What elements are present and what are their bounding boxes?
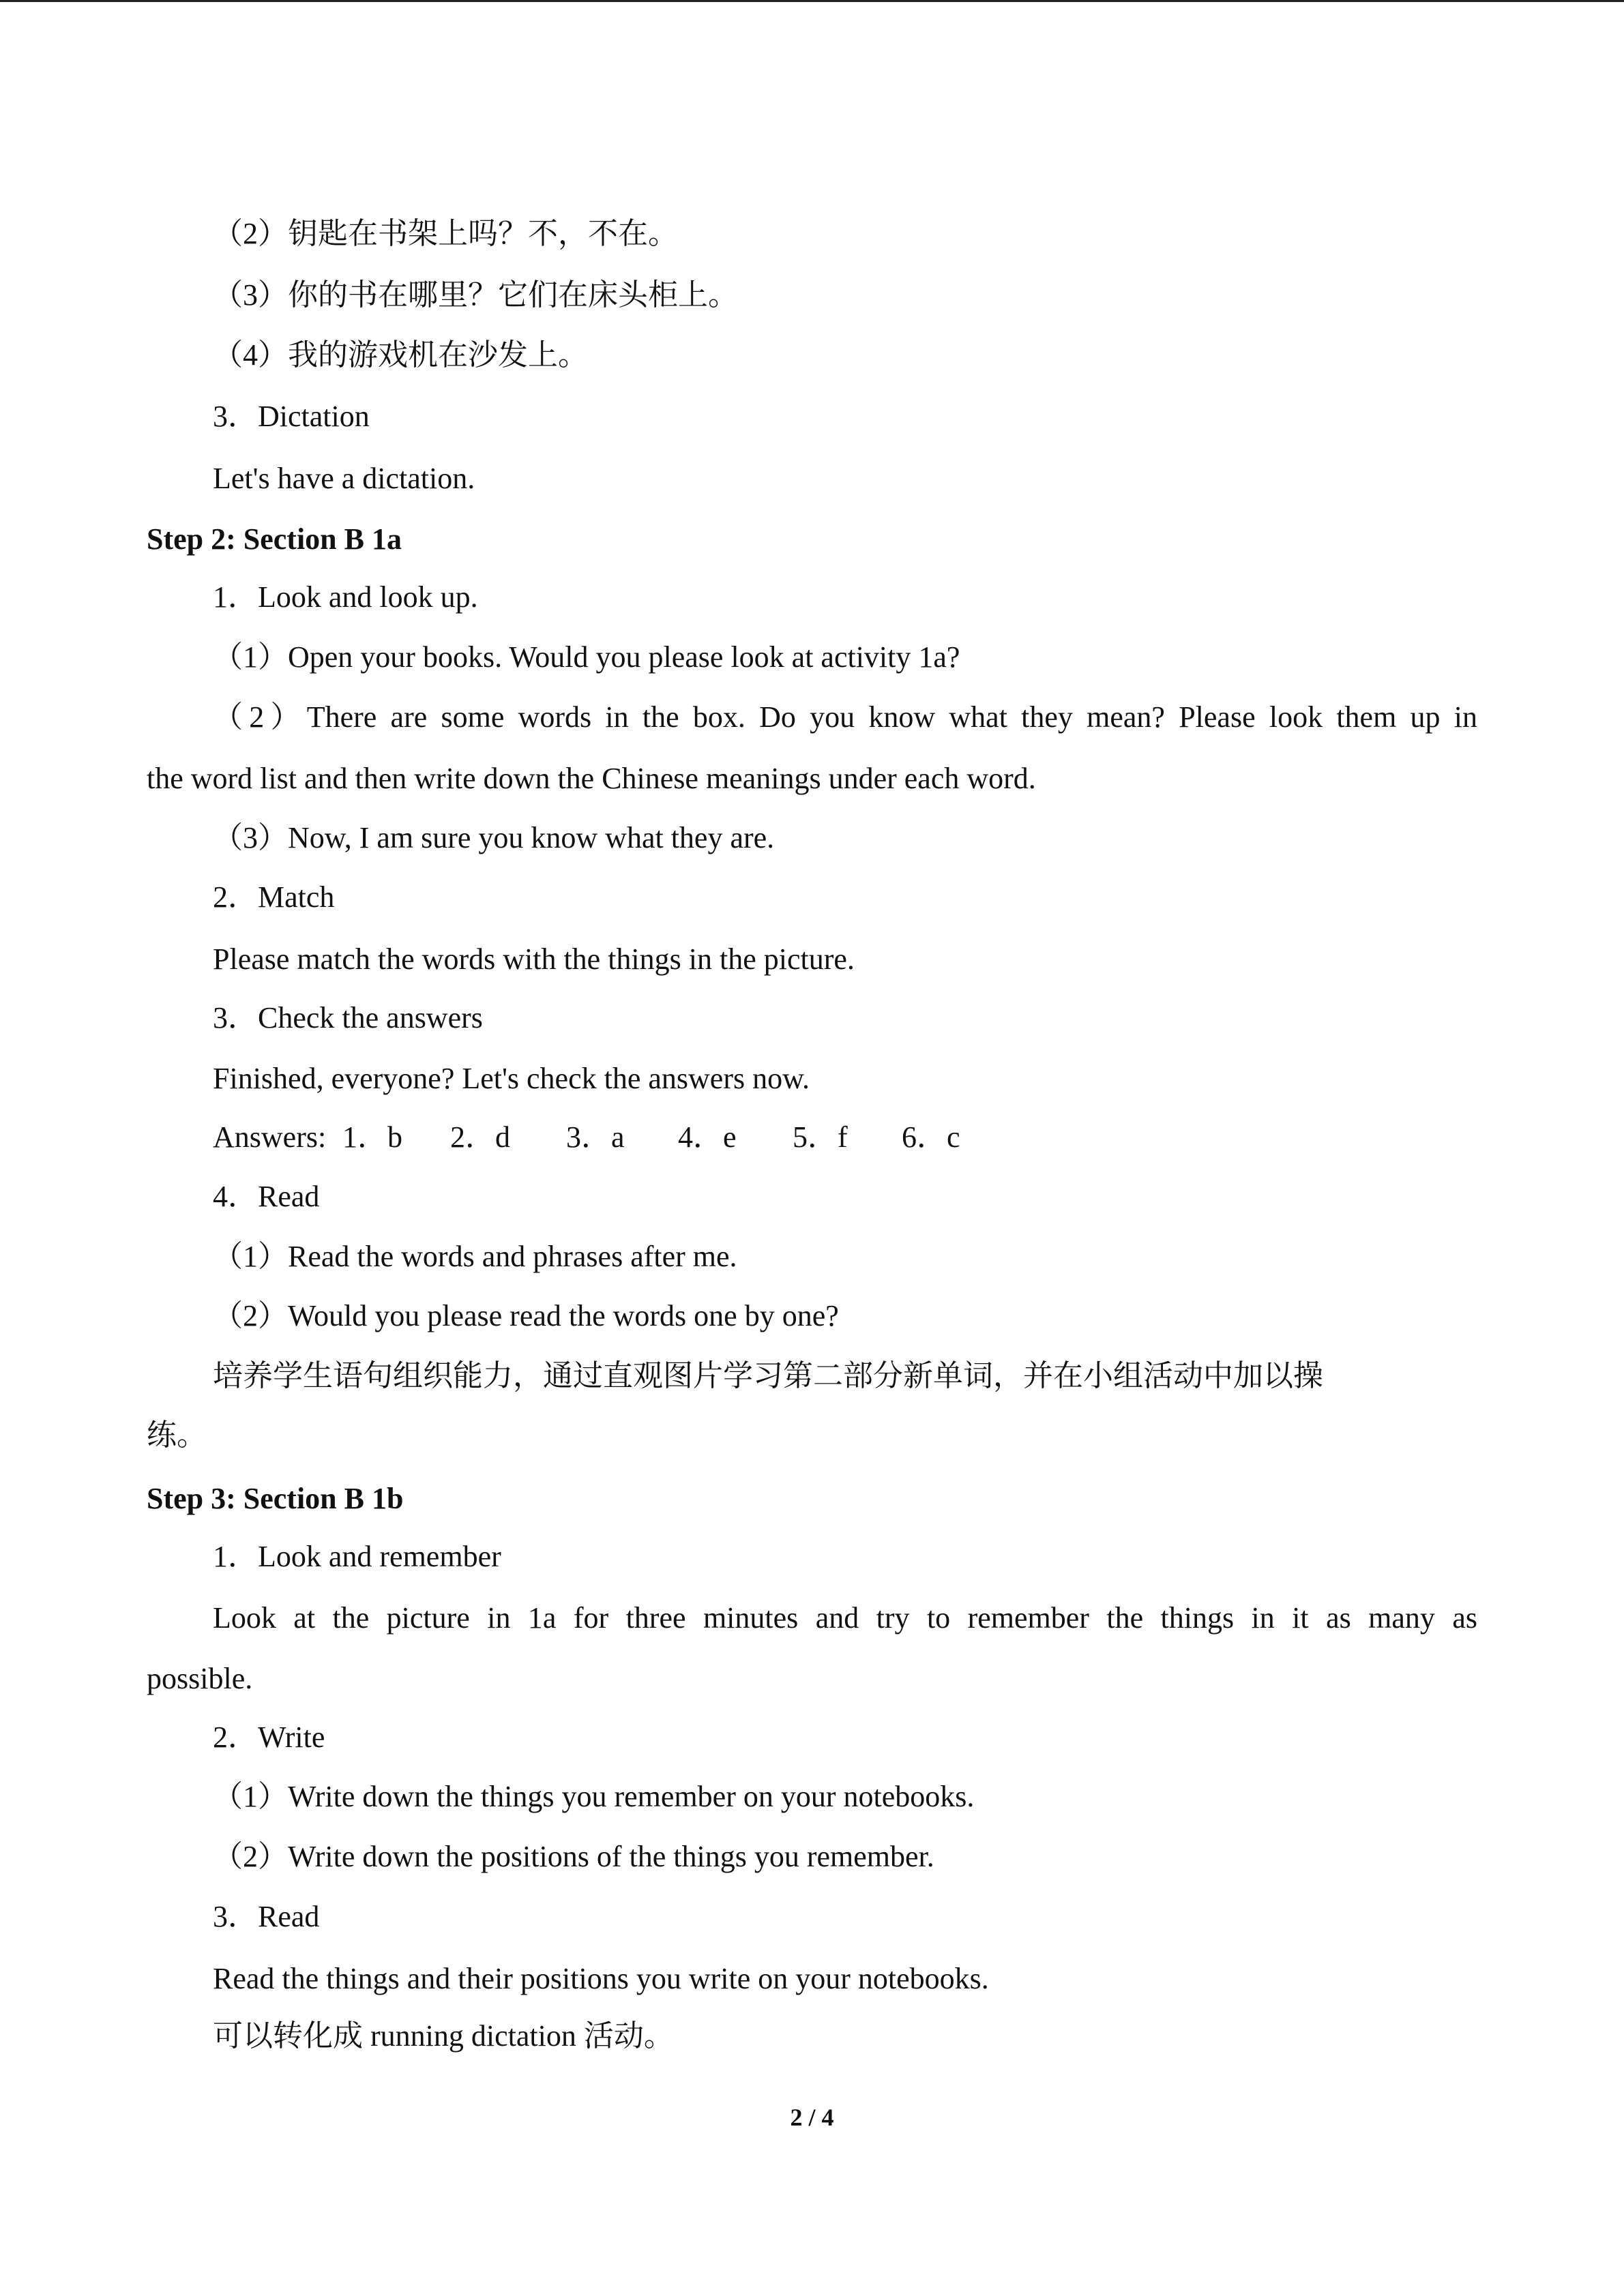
step2-item3-body: Finished, everyone? Let's check the answers now.: [213, 1062, 810, 1095]
answer-item: 6．c: [902, 1120, 960, 1154]
step2-item1-b-line1: （2）There are some words in the box. Do you know what they mean? Please look them up in: [213, 700, 1477, 734]
step3-item2-a: （1）Write down the things you remember on your notebooks.: [213, 1780, 975, 1813]
step2-note-line2: 练。: [147, 1418, 207, 1452]
page-top-border: [0, 0, 1624, 2]
step3-item2-b: （2）Write down the positions of the things you remember.: [213, 1840, 934, 1873]
step2-item1-heading: 1．Look and look up.: [213, 580, 478, 614]
step3-note: 可以转化成 running dictation 活动。: [213, 2019, 674, 2053]
step2-item1-b-line2: the word list and then write down the Chinese meanings under each word.: [147, 762, 1036, 795]
answer-item: 4．e: [678, 1120, 737, 1154]
step2-item1-a: （1）Open your books. Would you please look at activity 1a?: [213, 640, 960, 674]
translation-item-3: （3）你的书在哪里？它们在床头柜上。: [213, 278, 738, 312]
answers-line: [213, 1118, 960, 1157]
step2-item2-body: Please match the words with the things in the picture.: [213, 942, 855, 976]
step2-item4-a: （1）Read the words and phrases after me.: [213, 1240, 737, 1273]
translation-item-4: （4）我的游戏机在沙发上。: [213, 338, 588, 372]
step2-item1-c: （3）Now, I am sure you know what they are.: [213, 821, 775, 854]
step3-item3-body: Read the things and their positions you write on your notebooks.: [213, 1962, 989, 1995]
dictation-body: Let's have a dictation.: [213, 462, 475, 495]
step2-heading: Step 2: Section B 1a: [147, 522, 402, 556]
translation-item-2: （2）钥匙在书架上吗？不，不在。: [213, 217, 678, 250]
step3-item3-heading: 3．Read: [213, 1900, 320, 1933]
dictation-heading: 3．Dictation: [213, 400, 370, 433]
step3-item1-heading: 1．Look and remember: [213, 1540, 501, 1573]
answer-item: 2．d: [450, 1120, 510, 1154]
answer-item: 5．f: [793, 1120, 848, 1154]
step2-item2-heading: 2．Match: [213, 880, 335, 914]
answer-item: 1．b: [342, 1120, 402, 1154]
step3-item1-line1: Look at the picture in 1a for three minutes and try to remember the things in it as many as: [213, 1601, 1477, 1635]
step3-item2-heading: 2．Write: [213, 1720, 325, 1754]
step2-item4-b: （2）Would you please read the words one by one?: [213, 1299, 839, 1332]
step3-item1-line2: possible.: [147, 1662, 253, 1695]
page-number: 2 / 4: [790, 2104, 834, 2131]
step2-item4-heading: 4．Read: [213, 1180, 320, 1213]
step2-item3-heading: 3．Check the answers: [213, 1001, 483, 1034]
answer-item: 3．a: [566, 1120, 625, 1154]
answers-label: Answers:: [213, 1120, 327, 1154]
step2-note-line1: 培养学生语句组织能力，通过直观图片学习第二部分新单词，并在小组活动中加以操: [213, 1359, 1323, 1392]
step3-heading: Step 3: Section B 1b: [147, 1482, 404, 1515]
